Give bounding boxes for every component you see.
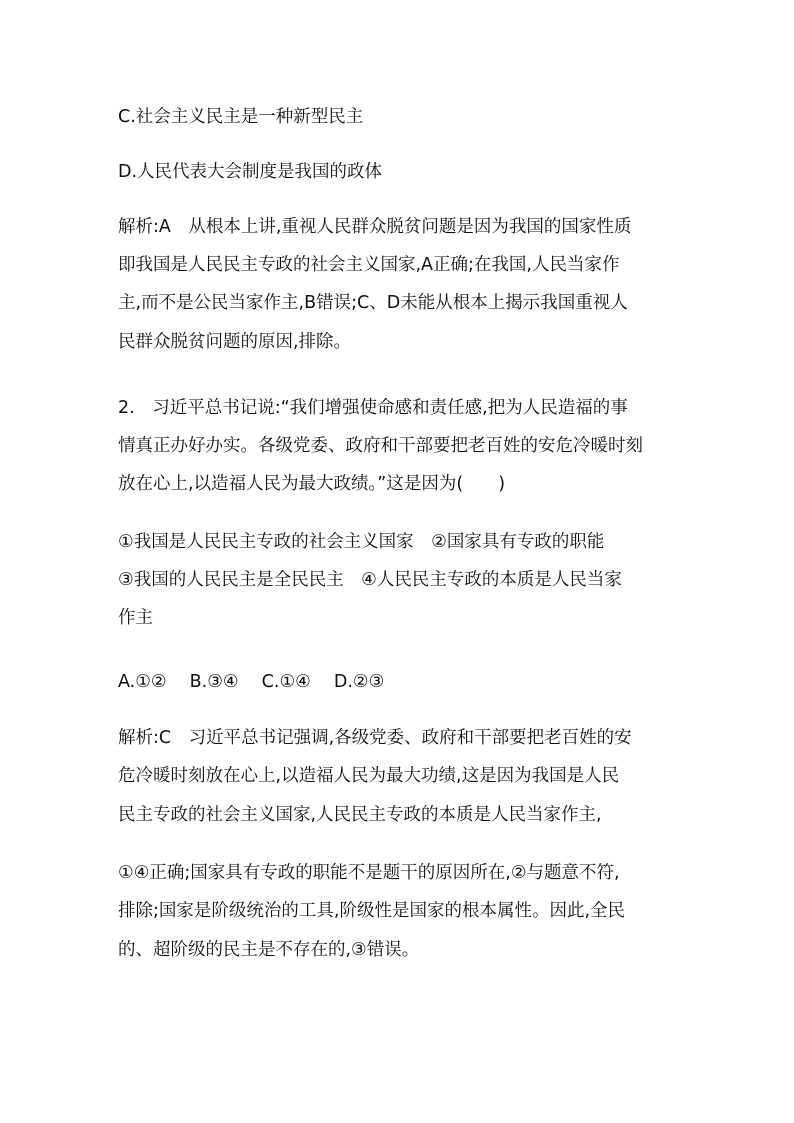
answer-options: A.①② B.③④ C.①④ D.②③ (118, 672, 385, 692)
question-2-line-2: 情真正办好办实。各级党委、政府和干部要把老百姓的安危冷暖时刻 (118, 436, 643, 456)
analysis-1-line-2: 即我国是人民民主专政的社会主义国家,A正确;在我国,人民当家作 (118, 255, 620, 275)
analysis-2-line-3: 民主专政的社会主义国家,人民民主专政的本质是人民当家作主, (118, 805, 602, 825)
analysis-2-line-6: 的、超阶级的民主是不存在的,③错误。 (118, 940, 420, 960)
analysis-2-line-2: 危冷暖时刻放在心上,以造福人民为最大功绩,这是因为我国是人民 (118, 766, 620, 786)
option-c: C.社会主义民主是一种新型民主 (118, 107, 364, 127)
statements-line-1: ①我国是人民民主专政的社会主义国家 ②国家具有专政的职能 (118, 532, 605, 552)
question-2-line-3: 放在心上,以造福人民为最大政绩。”这是因为( ) (118, 474, 506, 494)
analysis-1-line-3: 主,而不是公民当家作主,B错误;C、D未能从根本上揭示我国重视人 (118, 293, 628, 313)
analysis-2-line-1: 解析:C 习近平总书记强调,各级党委、政府和干部要把老百姓的安 (118, 728, 632, 748)
analysis-2-line-5: 排除;国家是阶级统治的工具,阶级性是国家的根本属性。因此,全民 (118, 901, 626, 921)
analysis-2-line-4: ①④正确;国家具有专政的职能不是题干的原因所在,②与题意不符, (118, 863, 620, 883)
option-d: D.人民代表大会制度是我国的政体 (118, 162, 383, 182)
statements-line-3: 作主 (118, 608, 153, 628)
statements-line-2: ③我国的人民民主是全民民主 ④人民民主专政的本质是人民当家 (118, 570, 622, 590)
analysis-1-line-4: 民群众脱贫问题的原因,排除。 (118, 332, 352, 352)
analysis-1-line-1: 解析:A 从根本上讲,重视人民群众脱贫问题是因为我国的国家性质 (118, 217, 632, 237)
question-2-line-1: 2. 习近平总书记说:“我们增强使命感和责任感,把为人民造福的事 (118, 398, 628, 418)
